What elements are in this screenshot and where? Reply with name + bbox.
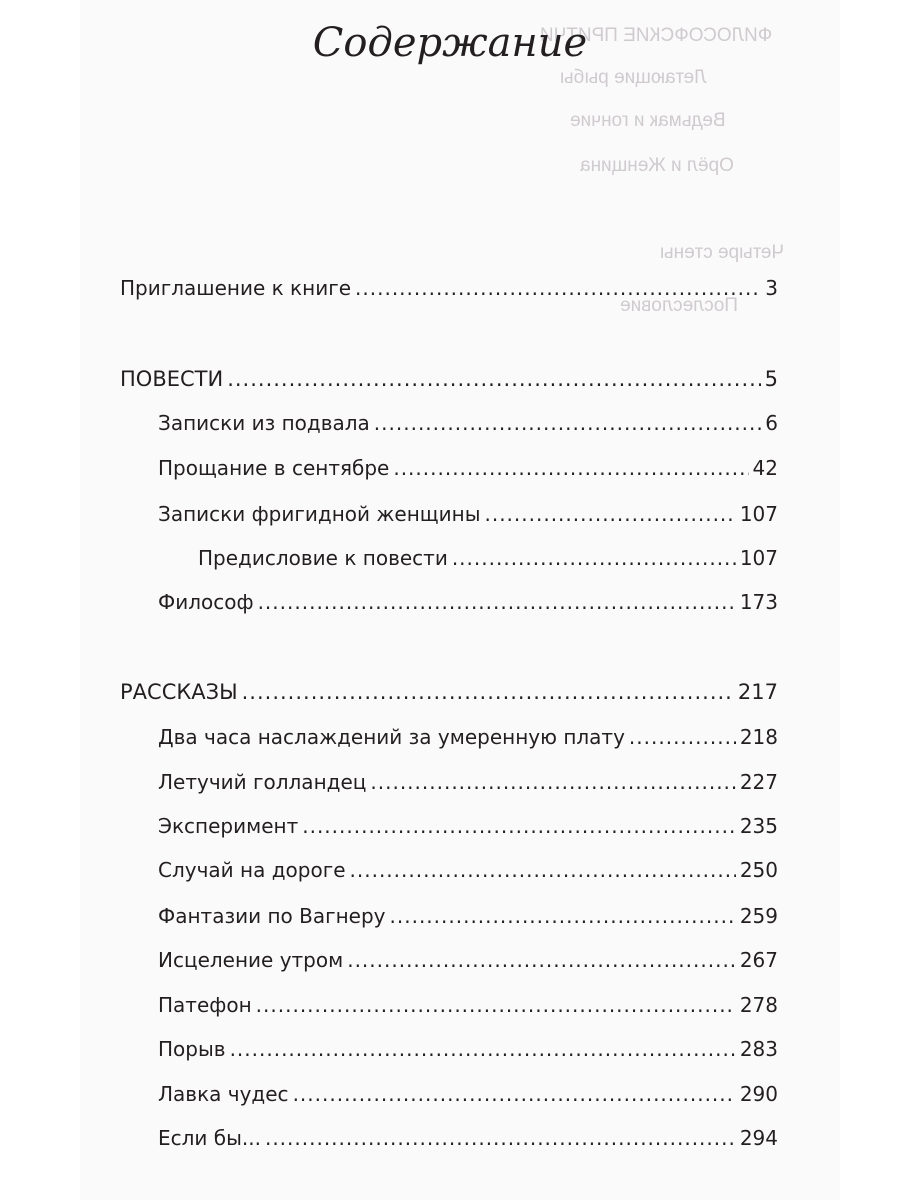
- dot-leader: [258, 590, 736, 614]
- dot-leader: [390, 904, 736, 928]
- toc-subentry[interactable]: [198, 546, 778, 576]
- toc-page-number: 227: [739, 770, 778, 794]
- dot-leader: [230, 1037, 736, 1061]
- dot-leader: [350, 858, 736, 882]
- dot-leader: [355, 276, 761, 300]
- toc-entry-title: Исцеление утром: [158, 948, 344, 972]
- dot-leader: [484, 502, 735, 526]
- toc-entry-title: Записки фригидной женщины: [158, 502, 481, 526]
- toc-entry-title: Фантазии по Вагнеру: [158, 904, 386, 928]
- toc-entry[interactable]: [158, 814, 778, 844]
- page-title: Содержание: [312, 20, 588, 66]
- toc-entry[interactable]: [120, 276, 778, 306]
- toc-page-number: 5: [764, 367, 778, 391]
- toc-entry-title: Порыв: [158, 1037, 226, 1061]
- toc-entry-title: Случай на дороге: [158, 858, 346, 882]
- toc-page-number: 294: [739, 1126, 778, 1150]
- toc-entry[interactable]: [158, 858, 778, 888]
- toc-page-number: 250: [739, 858, 778, 882]
- dot-leader: [293, 1082, 736, 1106]
- toc-entry-title: Записки из подвала: [158, 411, 370, 435]
- toc-page-number: 107: [739, 546, 778, 570]
- toc-entry[interactable]: [158, 456, 778, 486]
- dot-leader: [302, 814, 736, 838]
- toc-entry-title: Философ: [158, 590, 254, 614]
- dot-leader: [256, 993, 736, 1017]
- toc-page-number: 290: [739, 1082, 778, 1106]
- toc-page-number: 217: [737, 680, 778, 704]
- toc-entry[interactable]: [158, 1126, 778, 1156]
- toc-entry[interactable]: [158, 948, 778, 978]
- bleed-line: Четыре стены: [660, 242, 785, 263]
- toc-page-number: 259: [739, 904, 778, 928]
- toc-entry-title: Патефон: [158, 993, 252, 1017]
- toc-page-number: 235: [739, 814, 778, 838]
- toc-entry-title: Два часа наслаждений за умеренную плату: [158, 725, 625, 749]
- dot-leader: [393, 456, 748, 480]
- toc-entry[interactable]: [158, 1037, 778, 1067]
- toc-entry-title: Приглашение к книге: [120, 276, 352, 300]
- bleed-line: ФИЛОСОФСКИЕ ПРИТЧИ: [540, 25, 773, 46]
- toc-section-title: ПОВЕСТИ: [120, 367, 224, 391]
- toc-entry[interactable]: [158, 904, 778, 934]
- dot-leader: [370, 770, 735, 794]
- toc-entry[interactable]: [158, 770, 778, 800]
- bleed-line: Орёл и Женщина: [580, 155, 734, 176]
- toc-entry[interactable]: [158, 725, 778, 755]
- dot-leader: [227, 367, 760, 391]
- toc-page-number: 267: [739, 948, 778, 972]
- dot-leader: [629, 725, 736, 749]
- dot-leader: [374, 411, 761, 435]
- toc-page-number: 42: [752, 456, 778, 480]
- toc-section-title: РАССКАЗЫ: [120, 680, 238, 704]
- toc-page-number: 107: [739, 502, 778, 526]
- toc-page-number: 218: [739, 725, 778, 749]
- toc-entry-title: Если бы...: [158, 1126, 261, 1150]
- toc-page-number: 173: [739, 590, 778, 614]
- toc-page-number: 283: [739, 1037, 778, 1061]
- toc-page-number: 278: [739, 993, 778, 1017]
- toc-page-number: 3: [765, 276, 778, 300]
- toc-entry-title: Лавка чудес: [158, 1082, 289, 1106]
- dot-leader: [452, 546, 736, 570]
- toc-entry[interactable]: [158, 993, 778, 1023]
- toc-entry[interactable]: [158, 411, 778, 441]
- bleed-line: Летающие рыбы: [560, 67, 707, 88]
- dot-leader: [242, 680, 734, 704]
- toc-entry[interactable]: [158, 1082, 778, 1112]
- toc-page-number: 6: [765, 411, 778, 435]
- toc-entry-title: Эксперимент: [158, 814, 299, 838]
- toc-section[interactable]: [120, 680, 778, 710]
- toc-entry[interactable]: [158, 590, 778, 620]
- bleed-line: Ведьмак и гончие: [570, 110, 726, 131]
- bleed-line: Послесловие: [620, 295, 739, 316]
- dot-leader: [265, 1126, 736, 1150]
- toc-entry-title: Предисловие к повести: [198, 546, 448, 570]
- toc-entry[interactable]: [158, 502, 778, 532]
- toc-section[interactable]: [120, 367, 778, 397]
- dot-leader: [347, 948, 736, 972]
- toc-entry-title: Летучий голландец: [158, 770, 367, 794]
- toc-entry-title: Прощание в сентябре: [158, 456, 390, 480]
